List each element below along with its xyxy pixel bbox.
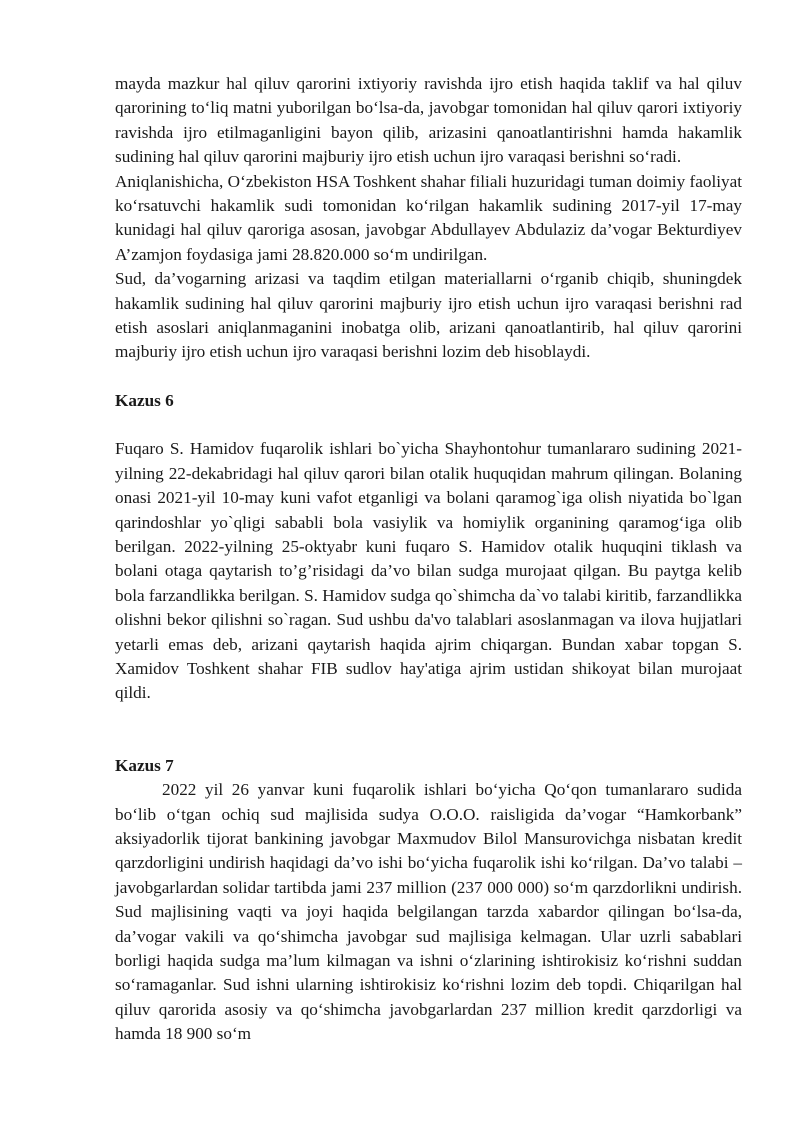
kazus-6-heading: Kazus 6 — [115, 390, 174, 410]
intro-paragraph-2: Aniqlanishicha, O‘zbekiston HSA Toshkent shahar filiali huzuridagi tuman doimiy faoliyat ko‘rsatuvchi hakamlik sudi tomonidan ko‘rilgan hakamlik sudining 2017-yil 17-may kunidagi hal qiluv qaroriga asosan, javobgar Abdullayev Abdulaziz da’vogar Bekturdiyev A’zamjon foydasiga jami 28.820.000 so‘m undirilgan. — [115, 171, 742, 264]
intro-paragraph-1: mayda mazkur hal qiluv qarorini ixtiyoriy ravishda ijro etish haqida taklif va hal qiluv qarorining to‘liq matni yuborilgan bo‘lsa-da, javobgar tomonidan hal qiluv qarori ixtiyoriy ravishda ijro etilmaganligini bayon qilib, arizasini qanoatlantirishni hamda hakamlik sudining hal qiluv qarorini majburiy ijro etish uchun ijro varaqasi berishni so‘radi. — [115, 74, 742, 167]
intro-paragraph-3: Sud, da’vogarning arizasi va taqdim etilgan materiallarni o‘rganib chiqib, shuningdek hakamlik sudining hal qiluv qarorini majburiy ijro etish uchun ijro varaqasi berishni rad etish asoslari aniqlanmaganini inobatga olib, arizani qanoatlantirib, hal qiluv qarorini majburiy ijro etish uchun ijro varaqasi berishni lozim deb hisoblaydi. — [115, 269, 742, 362]
intro-section — [115, 72, 742, 365]
kazus-6-paragraph: Fuqaro S. Hamidov fuqarolik ishlari bo`yicha Shayhontohur tumanlararo sudining 2021-yilning 22-dekabridagi hal qiluv qarori bilan otalik huquqidan mahrum qilingan. Bolaning onasi 2021-yil 10-may kuni vafot etganligi va bolani qaramog`iga olish niyatida bo`lgan qarindoshlar yo`qligi sababli bola vasiylik va homiylik organining qaramog‘iga olib berilgan. 2022-yilning 25-oktyabr kuni fuqaro S. Hamidov otalik huquqini tiklash va bolani otaga qaytarish to’g’risidagi da’vo bilan sudga murojaat qilgan. Bu paytga kelib bola farzandlikka berilgan. S. Hamidov sudga qo`shimcha da`vo talabi kiritib, farzandlikka olishni bekor qilishni so`ragan. Sud ushbu da'vo talablari asoslanmagan va ilova hujjatlari yetarli emas deb, arizani qaytarish haqida ajrim chiqargan. Bundan xabar topgan S. Xamidov Toshkent shahar FIB sudlov hay'atiga ajrim ustidan shikoyat bilan murojaat qildi. — [115, 439, 742, 703]
kazus-7-heading: Kazus 7 — [115, 755, 174, 775]
kazus-6-section — [115, 437, 742, 705]
kazus-7-section — [115, 778, 742, 1046]
kazus-7-paragraph: 2022 yil 26 yanvar kuni fuqarolik ishlari bo‘yicha Qo‘qon tumanlararo sudida bo‘lib o‘tgan ochiq sud majlisida sudya O.O.O. raisligida da’vogar “Hamkorbank” aksiyadorlik tijorat bankining javobgar Maxmudov Bilol Mansurovichga nisbatan kredit qarzdorligini undirish haqidagi da’vo ishi bo‘yicha fuqarolik ishi ko‘rilgan. Da’vo talabi – javobgarlardan solidar tartibda jami 237 million (237 000 000) so‘m qarzdorlikni undirish. Sud majlisining vaqti va joyi haqida belgilangan tarzda xabardor qilingan bo‘lsa-da, da’vogar vakili va qo‘shimcha javobgar sud majlisiga kelmagan. Ular uzrli sabablari borligi haqida sudga ma’lum kilmagan va ishni o‘zlarining ishtirokisiz ko‘rishni suddan so‘ramaganlar. Sud ishni ularning ishtirokisiz ko‘rishni lozim deb topdi. Chiqarilgan hal qiluv qarorida asosiy va qo‘shimcha javobgarlardan 237 million kredit qarzdorligi va hamda 18 900 so‘m — [115, 780, 742, 1044]
